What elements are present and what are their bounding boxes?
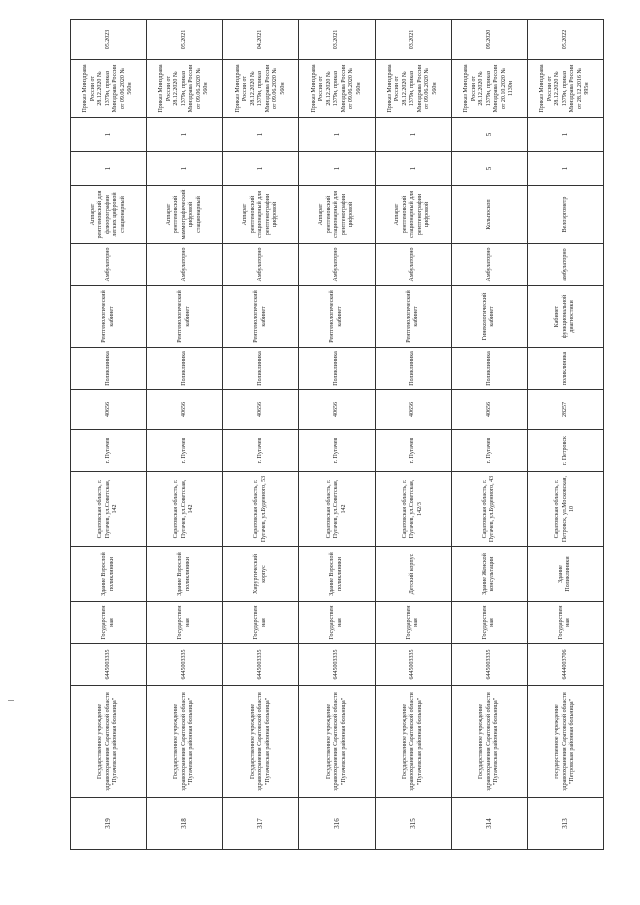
order-reference-cell: Приказ Минздрава России от 28.12.2020 № 1379н, приказ Минздрава России от 09.06.2020 № 560н bbox=[223, 60, 299, 118]
care-form-cell: Амбулаторно bbox=[147, 244, 223, 286]
city-cell: г. Пугачев bbox=[451, 430, 527, 472]
building-cell: Хирургический корпус bbox=[223, 547, 299, 602]
quantity-required-cell: 5 bbox=[451, 152, 527, 186]
care-form-cell: Амбулаторно bbox=[71, 244, 147, 286]
conditions-cell: Поликлиника bbox=[71, 348, 147, 390]
ownership-cell: Государственная bbox=[375, 602, 451, 644]
quantity-planned-cell: 1 bbox=[299, 118, 375, 152]
address-cell: Саратовская область, г. Пугачев, ул.Советская, 142/3 bbox=[375, 472, 451, 547]
quantity-required-cell: 1 bbox=[527, 152, 603, 186]
equipment-registry-table bbox=[70, 19, 604, 850]
conditions-cell: Поликлиника bbox=[223, 348, 299, 390]
inn-cell: 6444003706 bbox=[527, 644, 603, 686]
delivery-date-cell: 03.2021 bbox=[299, 20, 375, 60]
room-cell: Кабинет функциональной диагностики bbox=[527, 286, 603, 348]
ownership-cell: Государственная bbox=[527, 602, 603, 644]
care-form-cell: амбулаторно bbox=[527, 244, 603, 286]
city-cell: г. Пугачев bbox=[223, 430, 299, 472]
conditions-cell: Поликлиника bbox=[451, 348, 527, 390]
quantity-required-cell: 1 bbox=[223, 152, 299, 186]
building-cell: Здание Взрослой поликлиники bbox=[299, 547, 375, 602]
quantity-planned-cell: 1 bbox=[71, 118, 147, 152]
conditions-cell: Поликлиника bbox=[299, 348, 375, 390]
registry-record-row bbox=[223, 20, 299, 850]
room-cell: Рентгенологический кабинет bbox=[299, 286, 375, 348]
quantity-planned-cell: 1 bbox=[375, 118, 451, 152]
delivery-date-cell: 05.2021 bbox=[147, 20, 223, 60]
record-number-cell: 317 bbox=[223, 798, 299, 850]
inn-cell: 6445003335 bbox=[375, 644, 451, 686]
ownership-cell: Государственная bbox=[299, 602, 375, 644]
ownership-cell: Государственная bbox=[147, 602, 223, 644]
registry-record-row bbox=[299, 20, 375, 850]
order-reference-cell: Приказ Минздрава России от 28.12.2020 № 1379н, приказ Минздрава России от 09.06.2020 № 560н bbox=[299, 60, 375, 118]
postcode-cell: 40656 bbox=[71, 390, 147, 430]
city-cell: г. Пугачев bbox=[375, 430, 451, 472]
city-cell: г. Пугачев bbox=[147, 430, 223, 472]
address-cell: Саратовская область, г. Пугачев, ул.Советская, 142 bbox=[147, 472, 223, 547]
organization-cell: государственное учреждение здравоохранения Саратовской области "Петровская районная больница" bbox=[527, 686, 603, 798]
delivery-date-cell: 05.2023 bbox=[71, 20, 147, 60]
quantity-planned-cell: 1 bbox=[147, 118, 223, 152]
ownership-cell: Государственная bbox=[71, 602, 147, 644]
registry-body bbox=[71, 20, 604, 850]
quantity-planned-cell: 5 bbox=[451, 118, 527, 152]
quantity-required-cell: 1 bbox=[375, 152, 451, 186]
room-cell: Рентгенологический кабинет bbox=[71, 286, 147, 348]
city-cell: г. Пугачев bbox=[71, 430, 147, 472]
city-cell: г. Пугачев bbox=[299, 430, 375, 472]
registry-record-row bbox=[71, 20, 147, 850]
delivery-date-cell: 04.2021 bbox=[223, 20, 299, 60]
record-number-cell: 319 bbox=[71, 798, 147, 850]
conditions-cell: Поликлиника bbox=[375, 348, 451, 390]
ownership-cell: Государственная bbox=[223, 602, 299, 644]
postcode-cell: 40656 bbox=[451, 390, 527, 430]
delivery-date-cell: 05.2022 bbox=[527, 20, 603, 60]
equipment-cell: Велоэргометр bbox=[527, 186, 603, 244]
ownership-cell: Государственная bbox=[451, 602, 527, 644]
order-reference-cell: Приказ Минздрава России от 28.12.2020 № 1379н, приказ Минздрава России от 09.06.2020 № 560н bbox=[147, 60, 223, 118]
record-number-cell: 318 bbox=[147, 798, 223, 850]
organization-cell: Государственное учреждение здравоохранения Саратовской области "Пугачевская районная больница" bbox=[375, 686, 451, 798]
postcode-cell: 40656 bbox=[223, 390, 299, 430]
inn-cell: 6445003335 bbox=[451, 644, 527, 686]
registry-record-row bbox=[375, 20, 451, 850]
quantity-required-cell: 1 bbox=[71, 152, 147, 186]
inn-cell: 6445003335 bbox=[299, 644, 375, 686]
table-holder bbox=[70, 29, 604, 850]
delivery-date-cell: 03.2021 bbox=[375, 20, 451, 60]
organization-cell: Государственное учреждение здравоохранения Саратовской области "Пугачевская районная больница" bbox=[223, 686, 299, 798]
quantity-required-cell: 1 bbox=[299, 152, 375, 186]
organization-cell: Государственное учреждение здравоохранения Саратовской области "Пугачевская районная больница" bbox=[299, 686, 375, 798]
building-cell: Детский корпус bbox=[375, 547, 451, 602]
equipment-cell: Аппарат рентгеновский для флюорографии легких цифровой стационарный bbox=[71, 186, 147, 244]
inn-cell: 6445003335 bbox=[223, 644, 299, 686]
quantity-planned-cell: 1 bbox=[527, 118, 603, 152]
registry-record-row bbox=[527, 20, 603, 850]
building-cell: Здание Женской консультации bbox=[451, 547, 527, 602]
address-cell: Саратовская область, г. Петровск, ул.Московская, 10 bbox=[527, 472, 603, 547]
record-number-cell: 315 bbox=[375, 798, 451, 850]
address-cell: Саратовская область, г. Пугачев, ул.Советская, 142 bbox=[71, 472, 147, 547]
registry-record-row bbox=[147, 20, 223, 850]
organization-cell: Государственное учреждение здравоохранения Саратовской области "Пугачевская районная больница" bbox=[71, 686, 147, 798]
conditions-cell: поликлиника bbox=[527, 348, 603, 390]
care-form-cell: Амбулаторно bbox=[299, 244, 375, 286]
registry-record-row bbox=[451, 20, 527, 850]
record-number-cell: 316 bbox=[299, 798, 375, 850]
record-number-cell: 313 bbox=[527, 798, 603, 850]
delivery-date-cell: 09.2020 bbox=[451, 20, 527, 60]
order-reference-cell: Приказ Минздрава России от 28.12.2020 № 1379н, приказ Минздрава России от 09.06.2020 № 560н bbox=[71, 60, 147, 118]
equipment-cell: Аппарат рентгеновский стационарный для рентгенографии цифровой bbox=[375, 186, 451, 244]
address-cell: Саратовская область, г. Пугачев, ул.Буденного, 53 bbox=[223, 472, 299, 547]
order-reference-cell: Приказ Минздрава России от 28.12.2020 № 1379н, приказ Минздрава России от 09.06.2020 № 560н bbox=[375, 60, 451, 118]
postcode-cell: 40656 bbox=[147, 390, 223, 430]
care-form-cell: Амбулаторно bbox=[223, 244, 299, 286]
city-cell: г. Петровск bbox=[527, 430, 603, 472]
building-cell: Здание Поликлиники bbox=[527, 547, 603, 602]
room-cell: Рентгенологический кабинет bbox=[223, 286, 299, 348]
postcode-cell: 28257 bbox=[527, 390, 603, 430]
room-cell: Рентгенологический кабинет bbox=[375, 286, 451, 348]
equipment-cell: Аппарат рентгеновский маммографический цифровой стационарный bbox=[147, 186, 223, 244]
equipment-cell: Кольпоскоп bbox=[451, 186, 527, 244]
care-form-cell: Амбулаторно bbox=[375, 244, 451, 286]
room-cell: Рентгенологический кабинет bbox=[147, 286, 223, 348]
organization-cell: Государственное учреждение здравоохранения Саратовской области "Пугачевская районная больница" bbox=[451, 686, 527, 798]
order-reference-cell: Приказ Минздрава России от 28.12.2020 № 1379н, приказ Минздрава России от 28.12.2016 № 995н bbox=[527, 60, 603, 118]
order-reference-cell: Приказ Минздрава России от 28.12.2020 № 1379н, приказ Минздрава России от 20.10.2020 № 1130н bbox=[451, 60, 527, 118]
scan-margin-mark bbox=[8, 700, 14, 701]
postcode-cell: 40656 bbox=[375, 390, 451, 430]
building-cell: Здание Взрослой поликлиники bbox=[71, 547, 147, 602]
rotated-table-wrapper bbox=[70, 29, 604, 850]
building-cell: Здание Взрослой поликлиники bbox=[147, 547, 223, 602]
inn-cell: 6445003335 bbox=[71, 644, 147, 686]
postcode-cell: 40656 bbox=[299, 390, 375, 430]
quantity-planned-cell: 1 bbox=[223, 118, 299, 152]
address-cell: Саратовская область, г. Пугачев, ул.Советская, 142 bbox=[299, 472, 375, 547]
organization-cell: Государственное учреждение здравоохранения Саратовской области "Пугачевская районная больница" bbox=[147, 686, 223, 798]
room-cell: Гинекологический кабинет bbox=[451, 286, 527, 348]
record-number-cell: 314 bbox=[451, 798, 527, 850]
equipment-cell: Аппарат рентгеновский стационарный для рентгенографии цифровой bbox=[223, 186, 299, 244]
inn-cell: 6445003335 bbox=[147, 644, 223, 686]
quantity-required-cell: 1 bbox=[147, 152, 223, 186]
equipment-cell: Аппарат рентгеновский стационарный для рентгенографии цифровой bbox=[299, 186, 375, 244]
address-cell: Саратовская область, г. Пугачев, ул.Буденного, 43 bbox=[451, 472, 527, 547]
conditions-cell: Поликлиника bbox=[147, 348, 223, 390]
care-form-cell: Амбулаторно bbox=[451, 244, 527, 286]
